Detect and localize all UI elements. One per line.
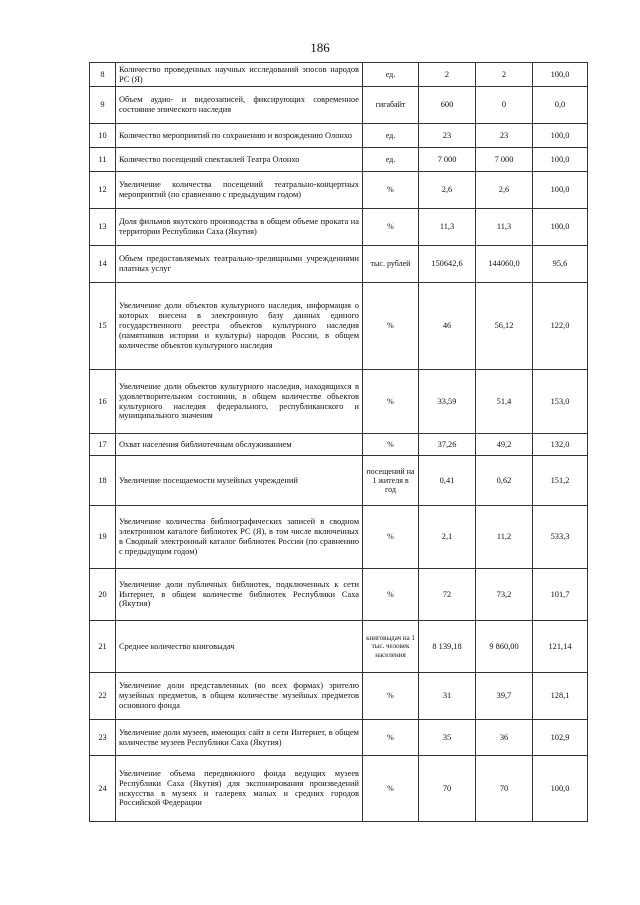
table-row <box>90 209 588 246</box>
row-number: 9 <box>90 87 116 124</box>
unit-cell: % <box>363 209 419 246</box>
indicator-name: Доля фильмов якутского производства в общем объеме проката на территории Республики Саха (Якутия) <box>116 209 363 246</box>
plan-value: 7 000 <box>419 148 476 172</box>
percent-value: 102,9 <box>533 720 588 756</box>
table-row <box>90 434 588 456</box>
page-number: 186 <box>310 40 330 55</box>
plan-value: 2,1 <box>419 506 476 569</box>
table-row <box>90 569 588 621</box>
percent-value: 151,2 <box>533 456 588 506</box>
unit-cell: % <box>363 673 419 720</box>
indicator-name: Увеличение количества библиографических записей в сводном электронном каталоге библиотек РС (Я), в том числе включенных в Сводный электронный каталог библиотек России (по сравнению с предыдущим годом) <box>116 506 363 569</box>
fact-value: 2 <box>476 63 533 87</box>
table-row <box>90 720 588 756</box>
row-number: 24 <box>90 756 116 822</box>
percent-value: 132,0 <box>533 434 588 456</box>
percent-value: 121,14 <box>533 621 588 673</box>
percent-value: 95,6 <box>533 246 588 283</box>
percent-value: 100,0 <box>533 63 588 87</box>
plan-value: 37,26 <box>419 434 476 456</box>
percent-value: 153,0 <box>533 370 588 434</box>
fact-value: 144060,0 <box>476 246 533 283</box>
indicator-name: Количество проведенных научных исследований эпосов народов РС (Я) <box>116 63 363 87</box>
percent-value: 122,0 <box>533 283 588 370</box>
fact-value: 70 <box>476 756 533 822</box>
indicator-name: Объем аудио- и видеозаписей, фиксирующих современное состояние эпического наследия <box>116 87 363 124</box>
plan-value: 2 <box>419 63 476 87</box>
unit-cell: ед. <box>363 124 419 148</box>
fact-value: 7 000 <box>476 148 533 172</box>
plan-value: 72 <box>419 569 476 621</box>
fact-value: 56,12 <box>476 283 533 370</box>
plan-value: 31 <box>419 673 476 720</box>
percent-value: 100,0 <box>533 756 588 822</box>
plan-value: 11,3 <box>419 209 476 246</box>
plan-value: 150642,6 <box>419 246 476 283</box>
indicator-name: Увеличение объема передвижного фонда ведущих музеев Республики Саха (Якутия) для экспонирования произведений искусства в музеях и галереях малых и средних городов Российской Федерации <box>116 756 363 822</box>
percent-value: 533,3 <box>533 506 588 569</box>
indicator-name: Увеличение доли представленных (во всех формах) зрителю музейных предметов, в общем количестве музейных предметов основного фонда <box>116 673 363 720</box>
plan-value: 8 139,18 <box>419 621 476 673</box>
indicator-name: Охват населения библиотечным обслуживанием <box>116 434 363 456</box>
row-number: 14 <box>90 246 116 283</box>
plan-value: 2,6 <box>419 172 476 209</box>
fact-value: 39,7 <box>476 673 533 720</box>
row-number: 17 <box>90 434 116 456</box>
table-body <box>90 63 588 822</box>
fact-value: 23 <box>476 124 533 148</box>
unit-cell: тыс. рублей <box>363 246 419 283</box>
row-number: 23 <box>90 720 116 756</box>
indicator-name: Увеличение количества посещений театрально-концертных мероприятий (по сравнению с предыдущим годом) <box>116 172 363 209</box>
fact-value: 9 860,00 <box>476 621 533 673</box>
fact-value: 2,6 <box>476 172 533 209</box>
row-number: 19 <box>90 506 116 569</box>
unit-cell: % <box>363 172 419 209</box>
row-number: 10 <box>90 124 116 148</box>
plan-value: 70 <box>419 756 476 822</box>
fact-value: 11,3 <box>476 209 533 246</box>
indicator-name: Увеличение доли музеев, имеющих сайт в сети Интернет, в общем количестве музеев Республики Саха (Якутия) <box>116 720 363 756</box>
table-row <box>90 506 588 569</box>
row-number: 8 <box>90 63 116 87</box>
unit-cell: ед. <box>363 148 419 172</box>
row-number: 22 <box>90 673 116 720</box>
fact-value: 36 <box>476 720 533 756</box>
fact-value: 0,62 <box>476 456 533 506</box>
indicator-name: Увеличение посещаемости музейных учреждений <box>116 456 363 506</box>
unit-cell: % <box>363 434 419 456</box>
table-row <box>90 148 588 172</box>
row-number: 18 <box>90 456 116 506</box>
unit-cell: % <box>363 720 419 756</box>
table-row <box>90 63 588 87</box>
plan-value: 600 <box>419 87 476 124</box>
indicator-name: Увеличение доли публичных библиотек, подключенных к сети Интернет, в общем количестве библиотек Республики Саха (Якутия) <box>116 569 363 621</box>
row-number: 13 <box>90 209 116 246</box>
row-number: 11 <box>90 148 116 172</box>
indicator-name: Увеличение доли объектов культурного наследия, находящихся в удовлетворительном состоянии, в общем количестве объектов культурного наследия федерального, республиканского и муниципального значения <box>116 370 363 434</box>
row-number: 16 <box>90 370 116 434</box>
table-row <box>90 172 588 209</box>
row-number: 15 <box>90 283 116 370</box>
percent-value: 100,0 <box>533 209 588 246</box>
unit-cell: % <box>363 569 419 621</box>
fact-value: 49,2 <box>476 434 533 456</box>
table-row <box>90 87 588 124</box>
indicator-name: Количество посещений спектаклей Театра Олонхо <box>116 148 363 172</box>
plan-value: 0,41 <box>419 456 476 506</box>
plan-value: 46 <box>419 283 476 370</box>
fact-value: 73,2 <box>476 569 533 621</box>
unit-cell: % <box>363 756 419 822</box>
percent-value: 128,1 <box>533 673 588 720</box>
fact-value: 11,2 <box>476 506 533 569</box>
plan-value: 23 <box>419 124 476 148</box>
percent-value: 100,0 <box>533 124 588 148</box>
plan-value: 35 <box>419 720 476 756</box>
table-row <box>90 756 588 822</box>
unit-cell: книговыдач на 1 тыс. человек населения <box>363 621 419 673</box>
table-row <box>90 246 588 283</box>
fact-value: 51,4 <box>476 370 533 434</box>
indicator-name: Среднее количество книговыдач <box>116 621 363 673</box>
indicator-name: Увеличение доли объектов культурного наследия, информация о которых внесена в электронную базу данных единого государственного реестра объектов культурного наследия (памятников истории и культуры) народов России, в общем количестве объектов культурного наследия <box>116 283 363 370</box>
table-row <box>90 124 588 148</box>
plan-value: 33,59 <box>419 370 476 434</box>
row-number: 20 <box>90 569 116 621</box>
table-row <box>90 456 588 506</box>
percent-value: 0,0 <box>533 87 588 124</box>
unit-cell: % <box>363 283 419 370</box>
indicators-table <box>89 62 588 822</box>
unit-cell: ед. <box>363 63 419 87</box>
table-row <box>90 370 588 434</box>
unit-cell: % <box>363 370 419 434</box>
fact-value: 0 <box>476 87 533 124</box>
unit-cell: гигабайт <box>363 87 419 124</box>
row-number: 21 <box>90 621 116 673</box>
unit-cell: посещений на 1 жителя в год <box>363 456 419 506</box>
indicator-name: Объем предоставляемых театрально-зрелищными учреждениями платных услуг <box>116 246 363 283</box>
table-row <box>90 673 588 720</box>
unit-cell: % <box>363 506 419 569</box>
percent-value: 101,7 <box>533 569 588 621</box>
percent-value: 100,0 <box>533 148 588 172</box>
indicator-name: Количество мероприятий по сохранению и возрождению Олонхо <box>116 124 363 148</box>
table-row <box>90 621 588 673</box>
table-row <box>90 283 588 370</box>
row-number: 12 <box>90 172 116 209</box>
percent-value: 100,0 <box>533 172 588 209</box>
